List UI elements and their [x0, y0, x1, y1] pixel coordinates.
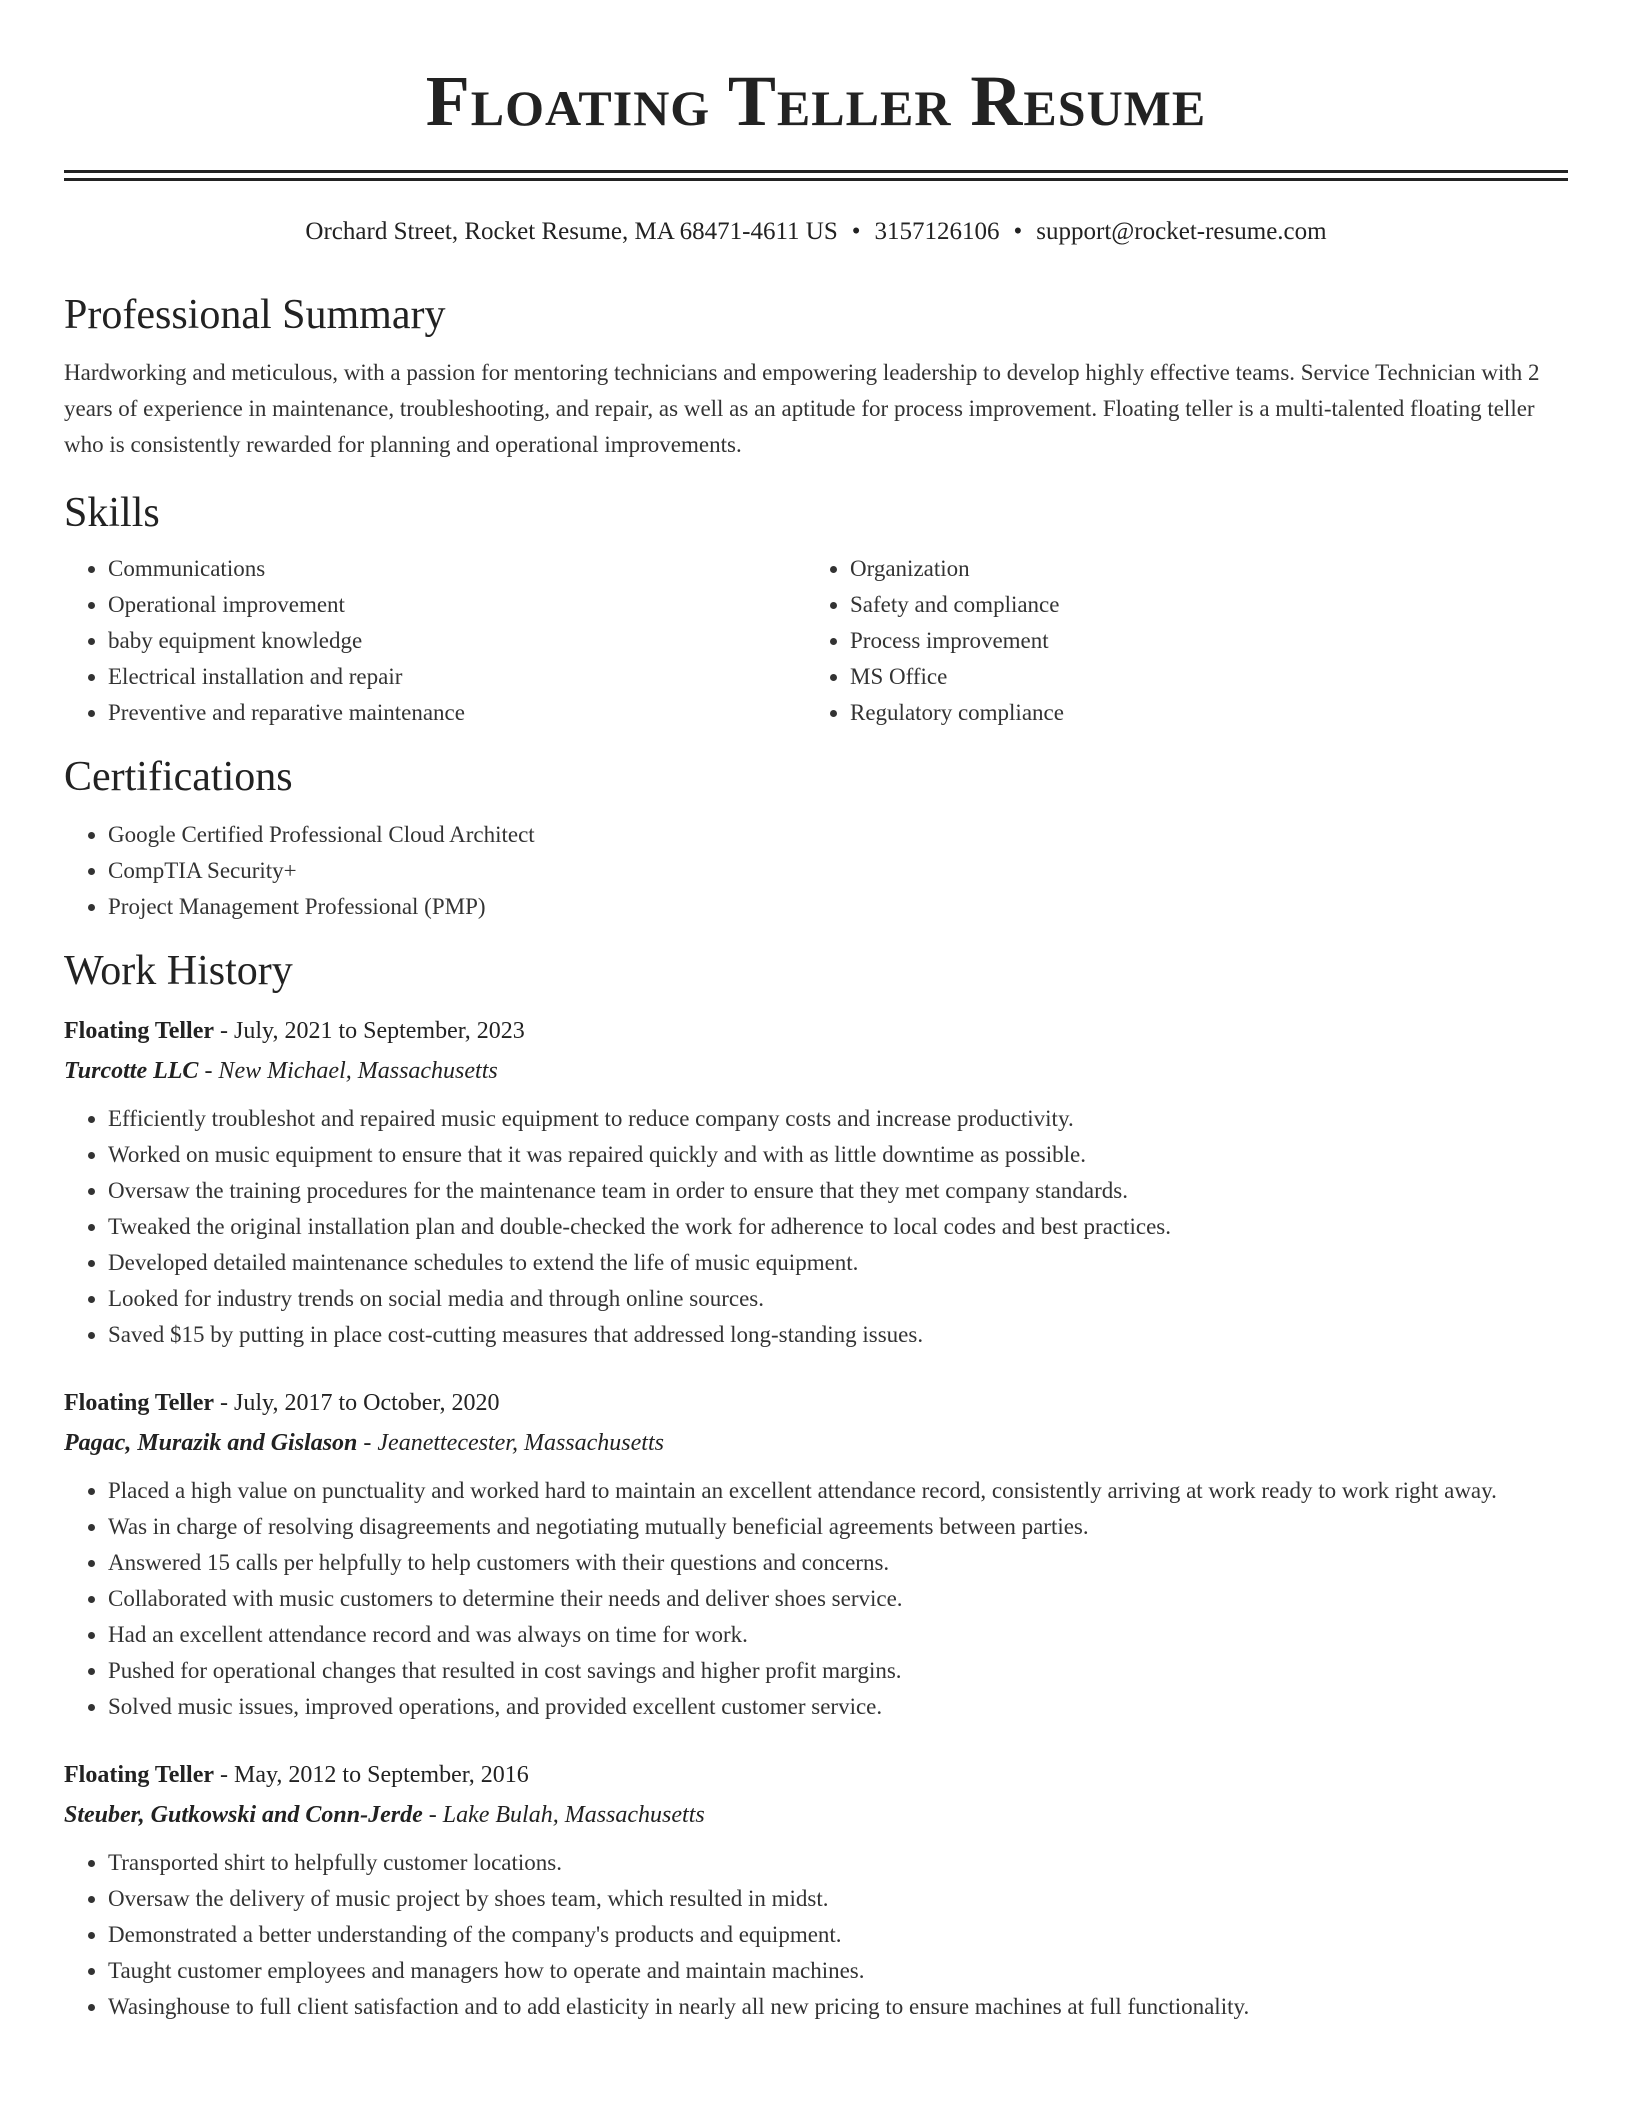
- title-double-rule: [64, 170, 1568, 181]
- job-bullet: • Taught customer employees and managers how to operate and maintain machines.: [108, 1953, 1568, 1989]
- job-bullet: • Oversaw the delivery of music project by shoes team, which resulted in midst.: [108, 1881, 1568, 1917]
- job-bullet: • Developed detailed maintenance schedules to extend the life of music equipment.: [108, 1245, 1568, 1281]
- job-bullet: • Placed a high value on punctuality and worked hard to maintain an excellent attendance record, consistently arriving at work ready to work right away.: [108, 1473, 1568, 1509]
- certifications-heading: Certifications: [64, 754, 293, 800]
- job-bullet: • Efficiently troubleshot and repaired music equipment to reduce company costs and increase productivity.: [108, 1101, 1568, 1137]
- skill-item: • Communications: [108, 551, 806, 587]
- skill-item: • Process improvement: [850, 623, 1548, 659]
- skill-item: • Organization: [850, 551, 1548, 587]
- job-title: Floating Teller: [64, 1018, 214, 1044]
- job-bullets: [64, 1473, 1568, 1725]
- company-name: Turcotte LLC: [64, 1058, 199, 1084]
- company-location: - Lake Bulah, Massachusetts: [422, 1802, 705, 1828]
- summary-text: Hardworking and meticulous, with a passion for mentoring technicians and empowering leadership to develop highly effective teams. Service Technician with 2 years of experience in maintenance, troubleshooting, and repair, as well as an aptitude for process improvement. Floating teller is a multi-talented floating teller who is consistently rewarded for planning and operational improvements.: [64, 360, 1540, 457]
- company-line: [64, 1795, 1568, 1835]
- job-title: Floating Teller: [64, 1762, 214, 1788]
- job-title-line: [64, 1755, 1568, 1795]
- skill-item: • Regulatory compliance: [850, 695, 1548, 731]
- skills-column-left: [64, 551, 806, 731]
- job-dates: - May, 2012 to September, 2016: [214, 1762, 529, 1788]
- certification-item: • Project Management Professional (PMP): [108, 889, 1568, 925]
- job-bullet: • Saved $15 by putting in place cost-cutting measures that addressed long-standing issues.: [108, 1317, 1568, 1353]
- job-entry: [64, 1011, 1568, 1353]
- company-location: - New Michael, Massachusetts: [198, 1058, 498, 1084]
- company-name: Pagac, Murazik and Gislason: [64, 1430, 358, 1456]
- company-name: Steuber, Gutkowski and Conn-Jerde: [64, 1802, 423, 1828]
- job-bullet: • Tweaked the original installation plan and double-checked the work for adherence to local codes and best practices.: [108, 1209, 1568, 1245]
- contact-address: Orchard Street, Rocket Resume, MA 68471-4611 US: [305, 218, 838, 245]
- skill-item: • MS Office: [850, 659, 1548, 695]
- skill-item: • Operational improvement: [108, 587, 806, 623]
- skill-item: • baby equipment knowledge: [108, 623, 806, 659]
- company-line: [64, 1423, 1568, 1463]
- skills-list: [64, 551, 1568, 731]
- job-bullet: • Was in charge of resolving disagreements and negotiating mutually beneficial agreements between parties.: [108, 1509, 1568, 1545]
- job-bullet: • Pushed for operational changes that resulted in cost savings and higher profit margins.: [108, 1653, 1568, 1689]
- contact-separator: •: [1013, 218, 1023, 245]
- summary-heading: Professional Summary: [64, 292, 446, 338]
- skill-item: • Electrical installation and repair: [108, 659, 806, 695]
- company-line: [64, 1051, 1568, 1091]
- contact-phone: 3157126106: [874, 218, 1000, 245]
- job-bullet: • Solved music issues, improved operations, and provided excellent customer service.: [108, 1689, 1568, 1725]
- job-title: Floating Teller: [64, 1390, 214, 1416]
- contact-line: [64, 215, 1568, 249]
- resume-page: [64, 0, 1568, 2025]
- work-history-heading: Work History: [64, 948, 293, 994]
- job-bullet: • Answered 15 calls per helpfully to help customers with their questions and concerns.: [108, 1545, 1568, 1581]
- skills-column-right: [806, 551, 1548, 731]
- job-title-line: [64, 1011, 1568, 1051]
- job-bullet: • Looked for industry trends on social media and through online sources.: [108, 1281, 1568, 1317]
- skills-heading: Skills: [64, 490, 160, 536]
- job-title-line: [64, 1383, 1568, 1423]
- skill-item: • Preventive and reparative maintenance: [108, 695, 806, 731]
- company-location: - Jeanettecester, Massachusetts: [357, 1430, 664, 1456]
- certification-item: • Google Certified Professional Cloud Architect: [108, 817, 1568, 853]
- job-entry: [64, 1755, 1568, 2025]
- job-entry: [64, 1383, 1568, 1725]
- job-bullet: • Collaborated with music customers to determine their needs and deliver shoes service.: [108, 1581, 1568, 1617]
- job-bullet: • Transported shirt to helpfully customer locations.: [108, 1845, 1568, 1881]
- resume-title: Floating Teller Resume: [425, 61, 1207, 141]
- job-bullet: • Worked on music equipment to ensure that it was repaired quickly and with as little downtime as possible.: [108, 1137, 1568, 1173]
- job-bullet: • Had an excellent attendance record and was always on time for work.: [108, 1617, 1568, 1653]
- job-bullet: • Oversaw the training procedures for the maintenance team in order to ensure that they met company standards.: [108, 1173, 1568, 1209]
- job-dates: - July, 2021 to September, 2023: [214, 1018, 525, 1044]
- certifications-list: [64, 817, 1568, 925]
- job-bullet: • Wasinghouse to full client satisfaction and to add elasticity in nearly all new pricing to ensure machines at full functionality.: [108, 1989, 1568, 2025]
- contact-separator: •: [851, 218, 861, 245]
- job-bullets: [64, 1845, 1568, 2025]
- skill-item: • Safety and compliance: [850, 587, 1548, 623]
- job-bullets: [64, 1101, 1568, 1353]
- job-bullet: • Demonstrated a better understanding of the company's products and equipment.: [108, 1917, 1568, 1953]
- job-dates: - July, 2017 to October, 2020: [214, 1390, 500, 1416]
- contact-email: support@rocket-resume.com: [1036, 218, 1327, 245]
- certification-item: • CompTIA Security+: [108, 853, 1568, 889]
